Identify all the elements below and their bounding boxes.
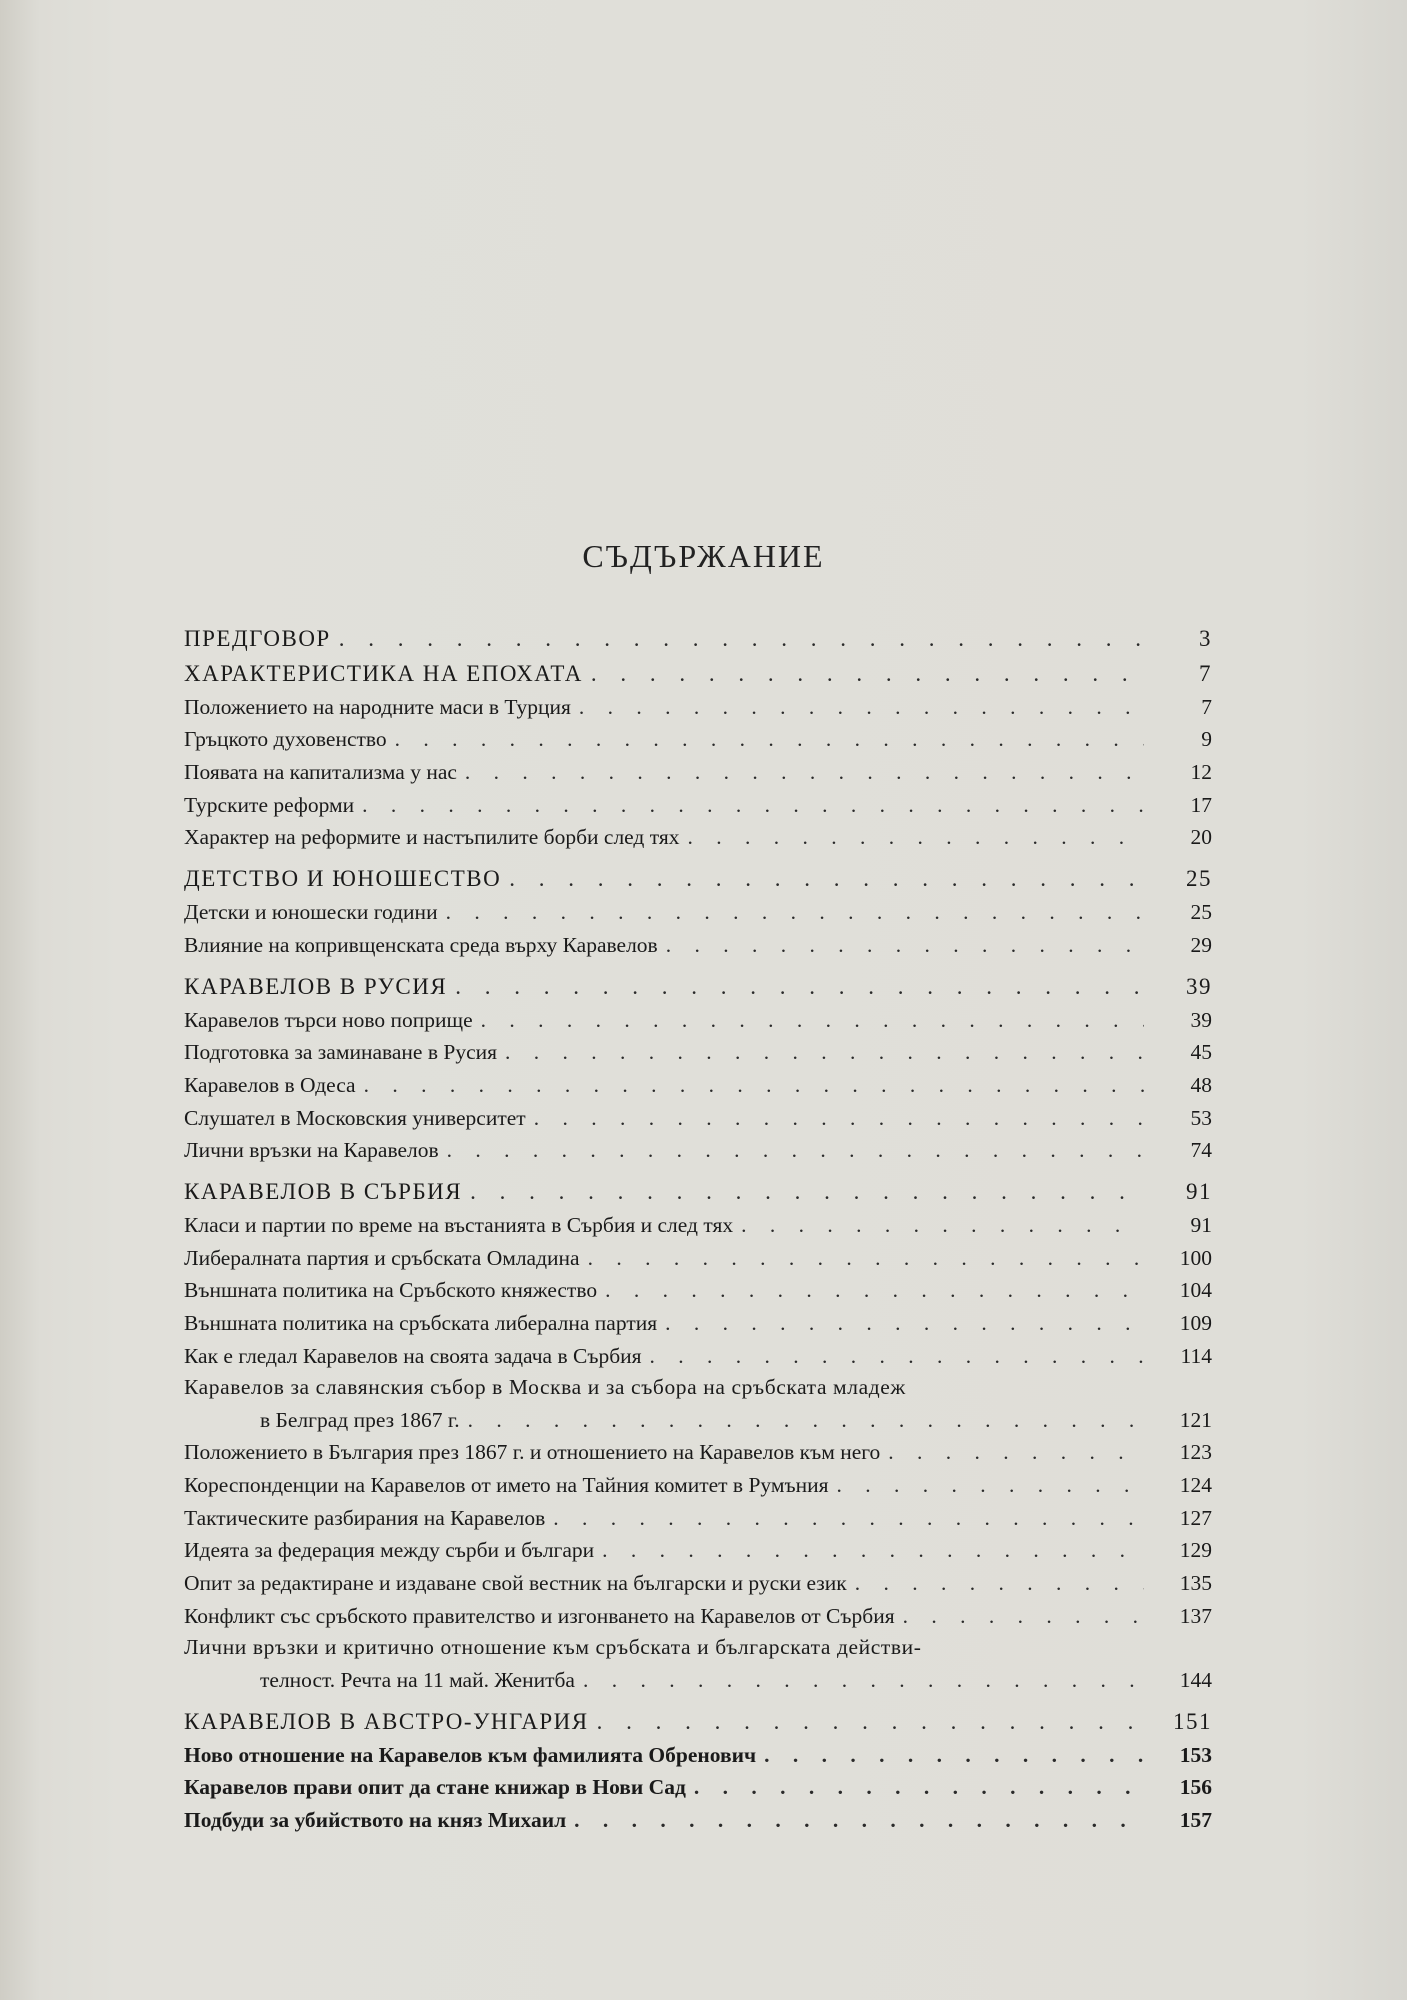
dot-leader bbox=[505, 1039, 1144, 1065]
toc-page-number: 45 bbox=[1190, 1040, 1212, 1065]
toc-label: ХАРАКТЕРИСТИКА НА ЕПОХАТА bbox=[184, 661, 583, 686]
toc-page-number: 109 bbox=[1179, 1311, 1212, 1335]
toc-label: Идеята за федерация между сърби и българи bbox=[184, 1538, 595, 1563]
toc-label: Подбуди за убийството на княз Михаил bbox=[184, 1807, 567, 1832]
toc-chapter bbox=[184, 1700, 1212, 1735]
dot-leader bbox=[666, 932, 1144, 958]
toc-page-number: 7 bbox=[1201, 694, 1212, 719]
toc-label: КАРАВЕЛОВ В АВСТРО-УНГАРИЯ bbox=[184, 1708, 589, 1734]
toc-page-number: 39 bbox=[1190, 1007, 1212, 1032]
toc-entry bbox=[184, 1065, 1212, 1098]
toc-page-number: 7 bbox=[1199, 661, 1212, 686]
dot-leader bbox=[583, 1667, 1144, 1693]
toc-label: Турските реформи bbox=[184, 792, 355, 817]
toc-label: Ново отношение на Каравелов към фамилията Обренович bbox=[184, 1742, 757, 1767]
dot-leader bbox=[468, 1407, 1144, 1433]
toc-label: Либералната партия и сръбската Омладина bbox=[184, 1245, 580, 1270]
toc-label: Кореспонденции на Каравелов от името на Тайния комитет в Румъния bbox=[184, 1473, 829, 1498]
toc-page-number: 127 bbox=[1179, 1505, 1212, 1530]
toc-label: ДЕТСТВО И ЮНОШЕСТВО bbox=[184, 866, 502, 892]
toc-page-number: 91 bbox=[1186, 1179, 1212, 1205]
dot-leader bbox=[364, 1072, 1144, 1098]
toc-label: Положението на народните маси в Турция bbox=[184, 694, 571, 719]
toc-entry bbox=[184, 1735, 1212, 1768]
toc-entry bbox=[184, 1563, 1212, 1596]
toc-page-number: 29 bbox=[1190, 932, 1212, 957]
toc-page-number: 39 bbox=[1186, 973, 1212, 999]
toc-page-number: 151 bbox=[1173, 1708, 1212, 1734]
toc-page-number: 20 bbox=[1190, 825, 1212, 850]
toc-entry bbox=[184, 1531, 1212, 1564]
toc-entry bbox=[184, 752, 1212, 785]
toc-page-number: 12 bbox=[1190, 760, 1212, 785]
toc-label: КАРАВЕЛОВ В СЪРБИЯ bbox=[184, 1179, 463, 1205]
toc-chapter bbox=[184, 617, 1212, 652]
toc-label: Детски и юношески години bbox=[184, 900, 438, 925]
dot-leader bbox=[665, 1310, 1144, 1336]
dot-leader bbox=[455, 974, 1144, 1000]
toc-label: Конфликт със сръбското правителство и изгонването на Каравелов от Сърбия bbox=[184, 1603, 895, 1628]
toc-entry bbox=[184, 1369, 1212, 1433]
toc-page-number: 153 bbox=[1179, 1742, 1212, 1767]
toc-page-number: 114 bbox=[1180, 1343, 1212, 1368]
table-of-contents bbox=[184, 617, 1212, 1833]
toc-entry bbox=[184, 818, 1212, 851]
dot-leader bbox=[509, 866, 1144, 892]
dot-leader bbox=[574, 1807, 1144, 1833]
toc-entry bbox=[184, 1098, 1212, 1131]
dot-leader bbox=[888, 1439, 1144, 1465]
dot-leader bbox=[470, 1179, 1144, 1205]
dot-leader bbox=[579, 694, 1144, 720]
toc-entry bbox=[184, 720, 1212, 753]
toc-entry bbox=[184, 687, 1212, 720]
dot-leader bbox=[553, 1505, 1144, 1531]
toc-page-number: 129 bbox=[1179, 1538, 1212, 1563]
toc-label: Гръцкото духовенство bbox=[184, 727, 387, 752]
toc-label: Външната политика на Сръбското княжество bbox=[184, 1278, 598, 1303]
dot-leader bbox=[837, 1472, 1145, 1498]
toc-label: в Белград през 1867 г. bbox=[260, 1407, 460, 1432]
toc-entry bbox=[184, 785, 1212, 818]
toc-entry bbox=[184, 1271, 1212, 1304]
toc-entry bbox=[184, 1131, 1212, 1164]
toc-label: Опит за редактиране и издаване свой вестник на български и руски език bbox=[184, 1571, 847, 1596]
toc-label: Външната политика на сръбската либерална партия bbox=[184, 1311, 658, 1335]
toc-page-number: 53 bbox=[1190, 1105, 1212, 1130]
dot-leader bbox=[447, 1137, 1144, 1163]
toc-label: Положението в България през 1867 г. и отношението на Каравелов към него bbox=[184, 1440, 881, 1465]
dot-leader bbox=[465, 759, 1144, 785]
dot-leader bbox=[605, 1277, 1144, 1303]
toc-page-number: 137 bbox=[1179, 1603, 1212, 1628]
toc-page-number: 156 bbox=[1179, 1775, 1212, 1800]
toc-entry bbox=[184, 892, 1212, 925]
toc-chapter bbox=[184, 1170, 1212, 1205]
toc-label: Лични връзки на Каравелов bbox=[184, 1138, 439, 1163]
toc-page-number: 48 bbox=[1190, 1072, 1212, 1097]
toc-label: Подготовка за заминаване в Русия bbox=[184, 1040, 498, 1065]
dot-leader bbox=[650, 1343, 1144, 1369]
toc-entry bbox=[184, 1205, 1212, 1238]
toc-page-number: 135 bbox=[1179, 1571, 1212, 1596]
toc-page-number: 124 bbox=[1179, 1473, 1212, 1498]
dot-leader bbox=[688, 824, 1145, 850]
toc-entry bbox=[184, 1498, 1212, 1531]
toc-label: Лични връзки и критично отношение към сръбската и българската действи- bbox=[184, 1634, 922, 1659]
toc-entry bbox=[184, 1000, 1212, 1033]
dot-leader bbox=[597, 1709, 1144, 1735]
toc-entry bbox=[184, 1800, 1212, 1833]
dot-leader bbox=[339, 626, 1144, 652]
dot-leader bbox=[534, 1105, 1144, 1131]
toc-entry bbox=[184, 925, 1212, 958]
toc-entry bbox=[184, 1596, 1212, 1629]
toc-label: телност. Речта на 11 май. Женитба bbox=[260, 1667, 575, 1692]
toc-page-number: 3 bbox=[1199, 626, 1212, 651]
toc-page-number: 17 bbox=[1190, 792, 1212, 817]
toc-entry bbox=[184, 1336, 1212, 1369]
toc-entry bbox=[184, 1433, 1212, 1466]
toc-entry bbox=[184, 1033, 1212, 1066]
toc-label: Каравелов прави опит да стане книжар в Нови Сад bbox=[184, 1775, 686, 1800]
toc-label: Слушател в Московския университет bbox=[184, 1105, 526, 1130]
dot-leader bbox=[855, 1570, 1144, 1596]
dot-leader bbox=[741, 1212, 1144, 1238]
toc-label: ПРЕДГОВОР bbox=[184, 626, 331, 651]
toc-page-number: 25 bbox=[1190, 900, 1212, 925]
toc-label: КАРАВЕЛОВ В РУСИЯ bbox=[184, 973, 448, 999]
toc-chapter bbox=[184, 857, 1212, 892]
toc-chapter bbox=[184, 652, 1212, 687]
toc-entry bbox=[184, 1768, 1212, 1801]
toc-page-number: 121 bbox=[1179, 1407, 1212, 1432]
toc-label: Появата на капитализма у нас bbox=[184, 760, 457, 785]
toc-label: Каравелов в Одеса bbox=[184, 1072, 356, 1097]
dot-leader bbox=[903, 1603, 1144, 1629]
toc-label: Влияние на копривщенската среда върху Каравелов bbox=[184, 932, 658, 957]
toc-page-number: 157 bbox=[1179, 1807, 1212, 1832]
dot-leader bbox=[588, 1245, 1144, 1271]
toc-label: Как е гледал Каравелов на своята задача в Сърбия bbox=[184, 1343, 642, 1368]
dot-leader bbox=[395, 726, 1144, 752]
toc-entry bbox=[184, 1465, 1212, 1498]
toc-title: СЪДЪРЖАНИЕ bbox=[582, 538, 825, 574]
toc-label: Каравелов за славянския събор в Москва и за събора на сръбската младеж bbox=[184, 1374, 906, 1399]
toc-label: Тактическите разбирания на Каравелов bbox=[184, 1505, 546, 1530]
dot-leader bbox=[481, 1007, 1144, 1033]
dot-leader bbox=[694, 1774, 1144, 1800]
dot-leader bbox=[446, 899, 1144, 925]
toc-page-number: 25 bbox=[1186, 866, 1212, 892]
toc-page-number: 123 bbox=[1179, 1440, 1212, 1465]
toc-page-number: 144 bbox=[1179, 1667, 1212, 1692]
toc-label: Характер на реформите и настъпилите борби след тях bbox=[184, 825, 680, 850]
toc-chapter bbox=[184, 965, 1212, 1000]
dot-leader bbox=[602, 1537, 1144, 1563]
toc-page-number: 100 bbox=[1179, 1245, 1212, 1270]
toc-page-number: 9 bbox=[1201, 727, 1212, 752]
toc-label: Каравелов търси ново поприще bbox=[184, 1007, 473, 1032]
dot-leader bbox=[764, 1742, 1144, 1768]
toc-label: Класи и партии по време на въстанията в Сърбия и след тях bbox=[184, 1212, 734, 1237]
toc-page-number: 104 bbox=[1179, 1278, 1212, 1303]
toc-page-number: 91 bbox=[1190, 1212, 1212, 1237]
toc-entry bbox=[184, 1303, 1212, 1336]
dot-leader bbox=[362, 792, 1144, 818]
dot-leader bbox=[591, 661, 1144, 687]
toc-page-number: 74 bbox=[1190, 1138, 1212, 1163]
toc-entry bbox=[184, 1629, 1212, 1693]
toc-entry bbox=[184, 1238, 1212, 1271]
